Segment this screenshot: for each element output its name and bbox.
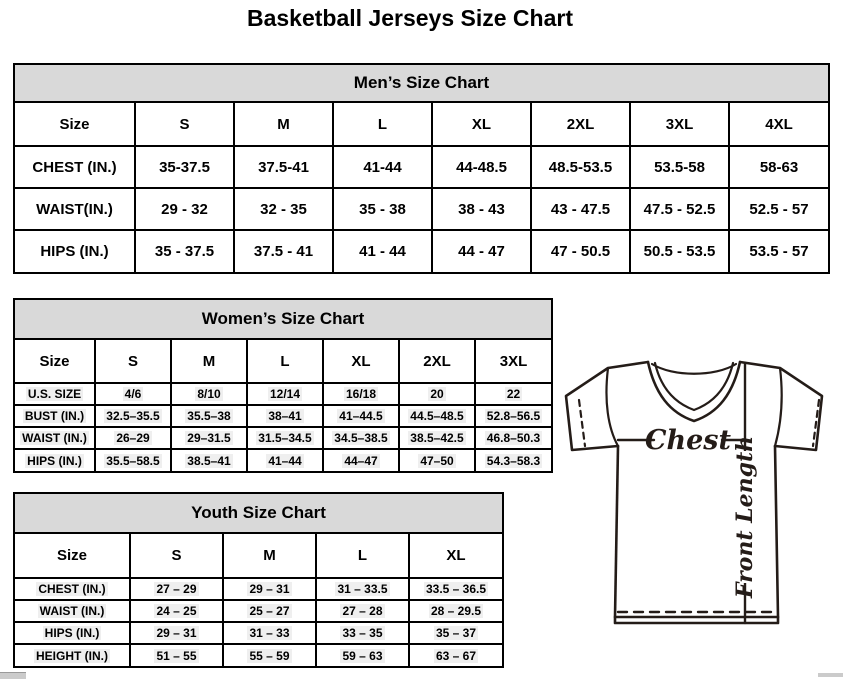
jersey-collar-outer	[648, 362, 740, 421]
table-cell	[95, 383, 171, 405]
row-label: HIPS (IN.)	[27, 453, 82, 468]
table-cell	[531, 188, 630, 230]
cell-value: 37.5-41	[258, 158, 309, 176]
cell-value: 38.5–42.5	[410, 431, 464, 445]
size-header-s: S	[135, 103, 234, 146]
cell-value: 47.5 - 52.5	[643, 200, 716, 218]
table-cell	[630, 188, 729, 230]
row-label-cell	[15, 427, 95, 449]
table-cell	[316, 600, 409, 622]
cell-value: 29–31.5	[187, 431, 231, 445]
table-cell	[234, 230, 333, 272]
row-label-cell	[15, 230, 135, 272]
cell-value: 34.5–38.5	[334, 431, 388, 445]
row-label-cell	[15, 405, 95, 427]
row-label-cell	[15, 188, 135, 230]
cell-value: 27 – 29	[156, 582, 197, 596]
row-label: HIPS (IN.)	[40, 243, 109, 260]
jersey-left-cuff-dashes	[579, 400, 585, 446]
cell-value: 38–41	[268, 409, 302, 423]
table-cell	[130, 622, 223, 644]
table-cell	[399, 405, 475, 427]
chest-label: Chest	[645, 425, 731, 456]
mens-size-table	[15, 103, 828, 272]
cell-value: 33.5 – 36.5	[425, 582, 487, 596]
table-cell	[223, 644, 316, 666]
table-row	[15, 146, 828, 188]
table-cell	[171, 449, 247, 471]
jersey-collar-back	[652, 364, 736, 374]
size-header-4xl: 4XL	[729, 103, 828, 146]
cell-value: 38 - 43	[458, 200, 505, 218]
cell-value: 32 - 35	[260, 200, 307, 218]
table-cell	[95, 449, 171, 471]
table-cell	[130, 578, 223, 600]
table-cell	[630, 230, 729, 272]
size-header-s: S	[95, 340, 171, 383]
table-row	[15, 188, 828, 230]
table-cell	[130, 600, 223, 622]
cell-value: 32.5–35.5	[106, 409, 160, 423]
table-cell	[323, 383, 399, 405]
cell-value: 35.5–38	[187, 409, 231, 423]
row-label: CHEST (IN.)	[32, 158, 117, 176]
mens-chart-title: Men’s Size Chart	[15, 65, 828, 103]
youth-size-chart	[13, 492, 504, 668]
cell-value: 35 - 37.5	[154, 243, 215, 260]
table-cell	[223, 622, 316, 644]
jersey-measurement-diagram	[558, 356, 840, 628]
table-row	[15, 405, 551, 427]
table-cell	[531, 230, 630, 272]
table-cell	[171, 383, 247, 405]
table-row	[15, 622, 502, 644]
table-cell	[135, 230, 234, 272]
table-cell	[323, 405, 399, 427]
size-header-3xl: 3XL	[475, 340, 551, 383]
table-cell	[399, 383, 475, 405]
size-header-3xl: 3XL	[630, 103, 729, 146]
row-label-cell	[15, 644, 130, 666]
cell-value: 20	[430, 387, 444, 401]
size-header-l: L	[316, 534, 409, 578]
cell-value: 31.5–34.5	[258, 431, 312, 445]
page-title: Basketball Jerseys Size Chart	[246, 5, 573, 31]
row-label: U.S. SIZE	[27, 387, 82, 401]
size-header-m: M	[234, 103, 333, 146]
cell-value: 38.5–41	[187, 453, 231, 468]
cell-value: 4/6	[124, 387, 142, 401]
header-row	[15, 340, 551, 383]
table-cell	[247, 405, 323, 427]
header-row	[15, 103, 828, 146]
table-cell	[316, 578, 409, 600]
mens-size-chart	[13, 63, 830, 274]
table-cell	[729, 146, 828, 188]
table-cell	[95, 405, 171, 427]
row-label-cell	[15, 449, 95, 471]
row-label-cell	[15, 600, 130, 622]
table-cell	[247, 427, 323, 449]
cell-value: 58-63	[759, 158, 799, 176]
row-label: BUST (IN.)	[24, 409, 85, 423]
youth-size-table	[15, 534, 502, 666]
size-column-header: Size	[15, 534, 130, 578]
scrollbar-fragment-right	[818, 673, 843, 677]
row-label: CHEST (IN.)	[38, 582, 106, 596]
table-row	[15, 383, 551, 405]
table-cell	[399, 449, 475, 471]
table-cell	[223, 600, 316, 622]
table-row	[15, 427, 551, 449]
row-label: WAIST (IN.)	[22, 431, 87, 445]
row-label-cell	[15, 146, 135, 188]
table-cell	[247, 383, 323, 405]
table-row	[15, 600, 502, 622]
cell-value: 27 – 28	[342, 604, 383, 618]
table-cell	[333, 188, 432, 230]
table-row	[15, 449, 551, 471]
cell-value: 37.5 - 41	[253, 243, 314, 260]
table-cell	[333, 146, 432, 188]
cell-value: 44-48.5	[456, 158, 507, 176]
cell-value: 26–29	[116, 431, 150, 445]
table-cell	[135, 146, 234, 188]
table-row	[15, 230, 828, 272]
cell-value: 43 - 47.5	[550, 200, 611, 218]
table-cell	[234, 188, 333, 230]
cell-value: 35-37.5	[159, 158, 210, 176]
table-cell	[432, 188, 531, 230]
size-header-l: L	[247, 340, 323, 383]
jersey-hem	[615, 617, 778, 623]
cell-value: 33 – 35	[342, 626, 383, 640]
cell-value: 31 – 33	[249, 626, 290, 640]
cell-value: 29 – 31	[156, 626, 197, 640]
cell-value: 51 – 55	[156, 648, 197, 663]
size-header-2xl: 2XL	[399, 340, 475, 383]
table-cell	[729, 230, 828, 272]
table-cell	[316, 622, 409, 644]
table-cell	[432, 146, 531, 188]
table-cell	[630, 146, 729, 188]
cell-value: 29 - 32	[161, 200, 208, 218]
cell-value: 47–50	[420, 453, 454, 468]
header-row	[15, 534, 502, 578]
cell-value: 44 - 47	[458, 243, 505, 260]
cell-value: 47 - 50.5	[550, 243, 611, 260]
table-cell	[95, 427, 171, 449]
table-cell	[316, 644, 409, 666]
table-cell	[475, 383, 551, 405]
womens-size-table	[15, 340, 551, 471]
table-cell	[135, 188, 234, 230]
cell-value: 46.8–50.3	[486, 431, 541, 445]
cell-value: 16/18	[345, 387, 377, 401]
row-label: WAIST(IN.)	[36, 200, 113, 218]
cell-value: 63 – 67	[435, 648, 477, 663]
table-cell	[247, 449, 323, 471]
jersey-left-seam	[606, 368, 618, 446]
front-length-label: Front Length	[732, 435, 758, 599]
table-cell	[531, 146, 630, 188]
table-cell	[475, 427, 551, 449]
size-header-m: M	[171, 340, 247, 383]
row-label-cell	[15, 622, 130, 644]
cell-value: 44.5–48.5	[410, 409, 464, 423]
row-label-cell	[15, 383, 95, 405]
womens-size-chart	[13, 298, 553, 473]
cell-value: 44–47	[344, 453, 378, 468]
table-cell	[409, 644, 502, 666]
cell-value: 29 – 31	[249, 582, 290, 596]
table-cell	[171, 427, 247, 449]
row-label-cell	[15, 578, 130, 600]
cell-value: 53.5-58	[654, 158, 705, 176]
row-label: HEIGHT (IN.)	[36, 648, 108, 663]
table-row	[15, 578, 502, 600]
cell-value: 24 – 25	[156, 604, 197, 618]
cell-value: 35.5–58.5	[106, 453, 160, 468]
table-cell	[432, 230, 531, 272]
jersey-right-side	[775, 446, 778, 617]
table-cell	[323, 427, 399, 449]
row-label: HIPS (IN.)	[44, 626, 100, 640]
cell-value: 28 – 29.5	[430, 604, 482, 618]
cell-value: 55 – 59	[249, 648, 290, 663]
size-column-header: Size	[15, 340, 95, 383]
table-row	[15, 644, 502, 666]
cell-value: 35 - 38	[359, 200, 406, 218]
jersey-drawing	[558, 356, 840, 628]
womens-chart-title: Women’s Size Chart	[15, 300, 551, 340]
size-header-m: M	[223, 534, 316, 578]
cell-value: 52.8–56.5	[486, 409, 541, 423]
cell-value: 35 – 37	[435, 626, 477, 640]
cell-value: 41-44	[363, 158, 402, 176]
cell-value: 41–44.5	[339, 409, 383, 423]
cell-value: 41–44	[268, 453, 302, 468]
cell-value: 52.5 - 57	[749, 200, 809, 218]
youth-chart-title: Youth Size Chart	[15, 494, 502, 534]
row-label: WAIST (IN.)	[39, 604, 105, 618]
size-header-xl: XL	[432, 103, 531, 146]
table-cell	[729, 188, 828, 230]
size-header-s: S	[130, 534, 223, 578]
size-header-2xl: 2XL	[531, 103, 630, 146]
table-cell	[333, 230, 432, 272]
size-column-header: Size	[15, 103, 135, 146]
cell-value: 41 - 44	[359, 243, 406, 260]
cell-value: 8/10	[197, 387, 221, 401]
table-cell	[409, 578, 502, 600]
size-header-xl: XL	[323, 340, 399, 383]
table-cell	[234, 146, 333, 188]
table-cell	[409, 600, 502, 622]
cell-value: 50.5 - 53.5	[643, 243, 716, 260]
table-cell	[475, 405, 551, 427]
cell-value: 54.3–58.3	[486, 453, 541, 468]
jersey-right-seam	[775, 368, 782, 446]
cell-value: 59 – 63	[342, 648, 383, 663]
cell-value: 12/14	[269, 387, 301, 401]
cell-value: 31 – 33.5	[337, 582, 388, 596]
cell-value: 53.5 - 57	[749, 243, 809, 260]
table-cell	[171, 405, 247, 427]
table-cell	[323, 449, 399, 471]
table-cell	[475, 449, 551, 471]
table-cell	[223, 578, 316, 600]
cell-value: 48.5-53.5	[548, 158, 613, 176]
cell-value: 25 – 27	[249, 604, 290, 618]
size-header-xl: XL	[409, 534, 502, 578]
table-cell	[409, 622, 502, 644]
jersey-left-side	[615, 446, 618, 617]
cell-value: 22	[506, 387, 521, 401]
size-header-l: L	[333, 103, 432, 146]
table-cell	[130, 644, 223, 666]
scrollbar-fragment-left	[0, 672, 26, 679]
table-cell	[399, 427, 475, 449]
